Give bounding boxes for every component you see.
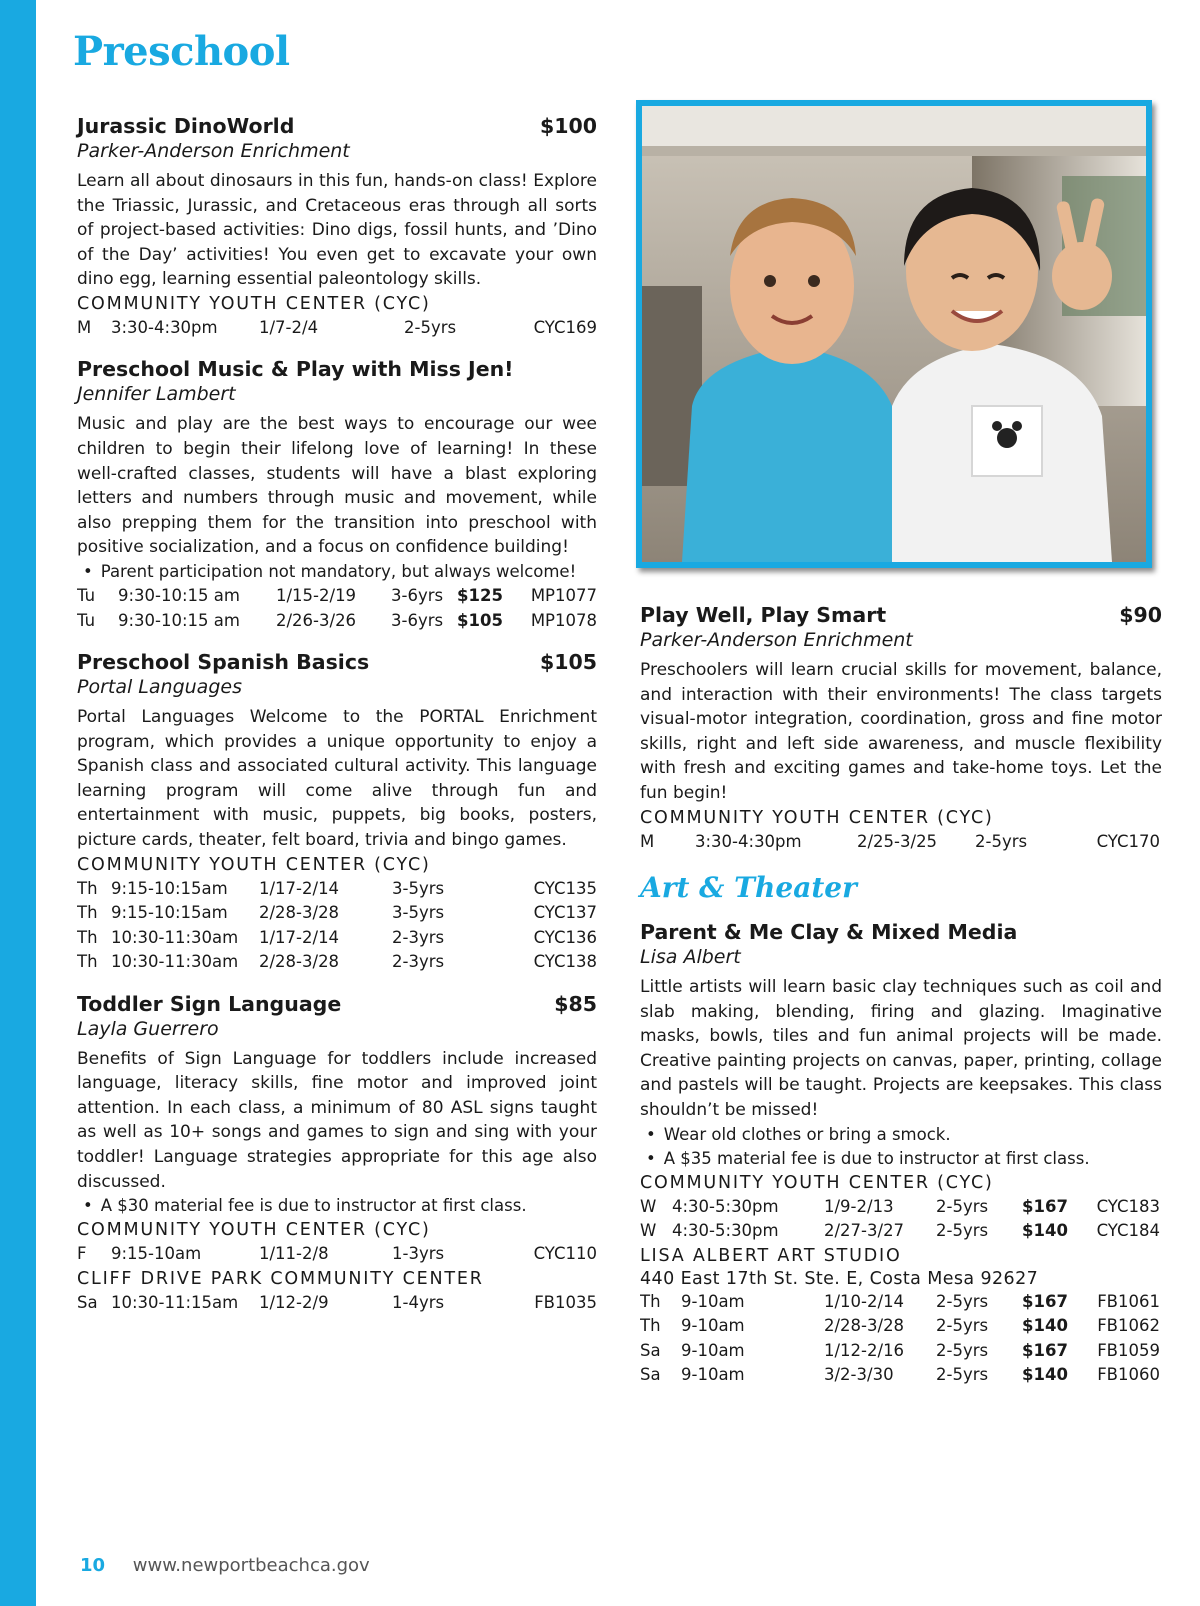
session-day: W [640,1196,657,1216]
course-note: • A $30 material fee is due to instructor at first class. [77,1194,597,1218]
session-ages: 2-3yrs [392,952,445,972]
session-day: W [640,1221,657,1241]
session-code: CYC136 [533,927,597,947]
session-time: 9-10am [681,1340,745,1360]
course-title: Parent & Me Clay & Mixed Media [640,920,1018,945]
session-row [640,1363,1162,1388]
session-ages: 2-5yrs [936,1365,989,1385]
session-time: 4:30-5:30pm [672,1221,779,1241]
session-dates: 2/26-3/26 [276,610,357,630]
course-instructor: Lisa Albert [640,946,741,969]
course-price: $100 [539,114,597,138]
session-ages: 2-5yrs [936,1221,989,1241]
session-ages: 3-5yrs [392,903,445,923]
course-description: Music and play are the best ways to encourage our wee children to begin their lifelong love of learning! In these well-crafted classes, students will have a blast exploring letters and numbers through music and movement, while also prepping them for the transition into preschool with positive socialization, and a focus on confidence building! [77,414,597,558]
session-day: M [77,317,92,337]
course-instructor: Layla Guerrero [77,1017,219,1040]
course-venue: COMMUNITY YOUTH CENTER (CYC) [77,854,431,875]
section-title-art-theater: Art & Theater [640,871,857,905]
course-parent-me-clay [640,920,1162,1388]
session-time: 9-10am [681,1365,745,1385]
session-row [640,1219,1162,1244]
session-price: $105 [457,610,503,630]
course-instructor: Jennifer Lambert [77,383,236,406]
side-accent-stripe [0,0,36,1606]
session-price: $125 [457,586,503,606]
session-row [640,1195,1162,1220]
venue-address: 440 East 17th St. Ste. E, Costa Mesa 92627 [640,1268,1039,1289]
session-row [77,316,597,341]
course-venue: COMMUNITY YOUTH CENTER (CYC) [640,807,994,828]
session-code: FB1061 [1097,1291,1160,1311]
session-code: CYC110 [533,1244,597,1264]
session-ages: 2-5yrs [404,317,457,337]
session-price: $167 [1022,1291,1068,1311]
course-note: • Parent participation not mandatory, but always welcome! [77,560,597,584]
session-time: 9-10am [681,1316,745,1336]
session-dates: 3/2-3/30 [824,1365,894,1385]
course-toddler-sign-language [77,992,597,1316]
course-description: Learn all about dinosaurs in this fun, hands-on class! Explore the Triassic, Jurassic, and Cretaceous eras through all sorts of project-based activities: Dino digs, fossil hunts, and ’Dino of the Day’ activities! You even get to excavate your own dino egg, learning essential paleontology skills. [77,171,597,290]
session-time: 10:30-11:30am [111,952,239,972]
course-venue-2: CLIFF DRIVE PARK COMMUNITY CENTER [77,1268,484,1289]
session-day: Th [77,952,98,972]
course-venue: COMMUNITY YOUTH CENTER (CYC) [77,293,431,314]
session-time: 9:30-10:15 am [118,610,240,630]
session-time: 9:15-10am [111,1244,202,1264]
course-description: Benefits of Sign Language for toddlers include increased language, literacy skills, fine motor and improved joint attention. In each class, a minimum of 80 ASL signs taught as well as 10+ songs and games to sign and sing with your toddler! Language strategies appropriate for this age also discussed. [77,1048,597,1192]
course-title: Play Well, Play Smart [640,603,887,627]
course-preschool-spanish-basics [77,650,597,975]
session-code: CYC183 [1096,1196,1160,1216]
session-price: $167 [1022,1196,1068,1216]
session-ages: 2-5yrs [936,1316,989,1336]
session-ages: 1-4yrs [392,1292,445,1312]
session-day: Th [640,1316,661,1336]
session-dates: 1/12-2/9 [259,1292,329,1312]
session-price: $140 [1022,1365,1068,1385]
session-row [77,1291,597,1316]
session-code: CYC137 [533,903,597,923]
session-day: Th [77,927,98,947]
session-time: 3:30-4:30pm [695,831,802,851]
page-footer [80,1555,370,1576]
session-time: 9:30-10:15 am [118,586,240,606]
session-time: 10:30-11:30am [111,927,239,947]
session-row [640,1290,1162,1315]
session-time: 9-10am [681,1291,745,1311]
session-row [640,830,1162,855]
course-preschool-music-play [77,357,597,633]
course-price: $90 [1119,603,1162,627]
session-day: Sa [640,1340,661,1360]
session-price: $167 [1022,1340,1068,1360]
session-dates: 1/17-2/14 [259,927,340,947]
session-dates: 2/27-3/27 [824,1221,905,1241]
session-row [77,926,597,951]
course-title: Jurassic DinoWorld [77,114,295,138]
session-day: Th [77,903,98,923]
session-dates: 1/10-2/14 [824,1291,905,1311]
course-description: Preschoolers will learn crucial skills for movement, balance, and interaction with their environments! The class targets visual-motor integration, coordination, gross and fine motor skills, right and left side awareness, and muscle flexibility with fresh and exciting games and take-home toys. Let the fun begin! [640,660,1162,803]
session-dates: 2/28-3/28 [824,1316,905,1336]
course-venue: COMMUNITY YOUTH CENTER (CYC) [77,1220,431,1241]
session-dates: 2/28-3/28 [259,952,340,972]
session-row [77,950,597,975]
session-day: Th [77,878,98,898]
session-ages: 3-6yrs [391,586,444,606]
session-code: CYC169 [533,317,597,337]
session-dates: 1/9-2/13 [824,1196,894,1216]
session-day: Tu [77,610,96,630]
course-title: Preschool Spanish Basics [77,650,370,675]
session-code: FB1035 [534,1292,597,1312]
page-number: 10 [80,1555,106,1576]
course-description: Portal Languages Welcome to the PORTAL Enrichment program, which provides a unique opportunity to enjoy a Spanish class and associated cultural activity. This language learning program will come alive through fun and entertainment with music, puppets, big books, posters, picture cards, theater, felt board, trivia and bingo games. [77,707,597,850]
session-row [77,609,597,634]
session-day: Tu [77,586,96,606]
session-time: 4:30-5:30pm [672,1196,779,1216]
session-dates: 1/7-2/4 [259,317,319,337]
session-dates: 2/25-3/25 [857,831,938,851]
session-ages: 3-6yrs [391,610,444,630]
session-code: CYC184 [1096,1221,1160,1241]
course-title: Preschool Music & Play with Miss Jen! [77,357,514,382]
session-code: FB1062 [1097,1316,1160,1336]
session-code: CYC170 [1096,831,1160,851]
session-code: MP1077 [530,586,597,606]
session-price: $140 [1022,1316,1068,1336]
session-day: Sa [77,1292,98,1312]
session-row [77,584,597,609]
course-play-well-play-smart [640,603,1162,854]
course-price: $85 [554,991,597,1016]
session-dates: 1/11-2/8 [259,1244,329,1264]
session-code: FB1060 [1097,1365,1160,1385]
session-ages: 2-5yrs [975,831,1028,851]
session-ages: 2-3yrs [392,927,445,947]
course-description: Little artists will learn basic clay techniques such as coil and slab making, blending, firing and glazing. Imaginative masks, bowls, tiles and fun animal projects will be made. Creative painting projects on canvas, paper, printing, collage and pastels will be taught. Projects are keepsakes. This class shouldn’t be missed! [640,977,1162,1121]
session-code: MP1078 [530,610,597,630]
session-day: F [77,1244,87,1264]
course-price: $105 [539,650,597,675]
session-row [640,1314,1162,1339]
website-link[interactable]: www.newportbeachca.gov [132,1555,370,1576]
right-column [640,603,1162,1405]
session-time: 9:15-10:15am [111,878,228,898]
course-venue-2: LISA ALBERT ART STUDIO [640,1245,902,1266]
session-time: 3:30-4:30pm [111,317,218,337]
session-price: $140 [1022,1221,1068,1241]
session-ages: 1-3yrs [392,1244,445,1264]
session-dates: 1/15-2/19 [276,586,357,606]
session-row [77,877,597,902]
kids-photo [636,100,1152,568]
session-ages: 2-5yrs [936,1196,989,1216]
session-dates: 1/12-2/16 [824,1340,905,1360]
course-instructor: Portal Languages [77,676,242,699]
course-note: • A $35 material fee is due to instructor at first class. [640,1147,1162,1171]
session-dates: 1/17-2/14 [259,878,340,898]
session-ages: 2-5yrs [936,1291,989,1311]
course-jurassic-dinoworld [77,114,597,340]
course-instructor: Parker-Anderson Enrichment [77,140,350,162]
page-title: Preschool [73,28,290,75]
session-row [640,1339,1162,1364]
kids-photo-illustration [642,106,1146,562]
session-day: M [640,831,655,851]
session-ages: 2-5yrs [936,1340,989,1360]
session-code: CYC138 [533,952,597,972]
session-code: FB1059 [1097,1340,1160,1360]
left-column [77,114,597,1332]
course-title: Toddler Sign Language [77,991,342,1016]
session-code: CYC135 [533,878,597,898]
course-venue: COMMUNITY YOUTH CENTER (CYC) [640,1172,994,1193]
session-row [77,901,597,926]
course-note: • Wear old clothes or bring a smock. [640,1123,1162,1147]
session-row [77,1242,597,1267]
session-day: Th [640,1291,661,1311]
session-dates: 2/28-3/28 [259,903,340,923]
session-ages: 3-5yrs [392,878,445,898]
session-day: Sa [640,1365,661,1385]
session-time: 10:30-11:15am [111,1292,239,1312]
session-time: 9:15-10:15am [111,903,228,923]
course-instructor: Parker-Anderson Enrichment [640,629,913,651]
